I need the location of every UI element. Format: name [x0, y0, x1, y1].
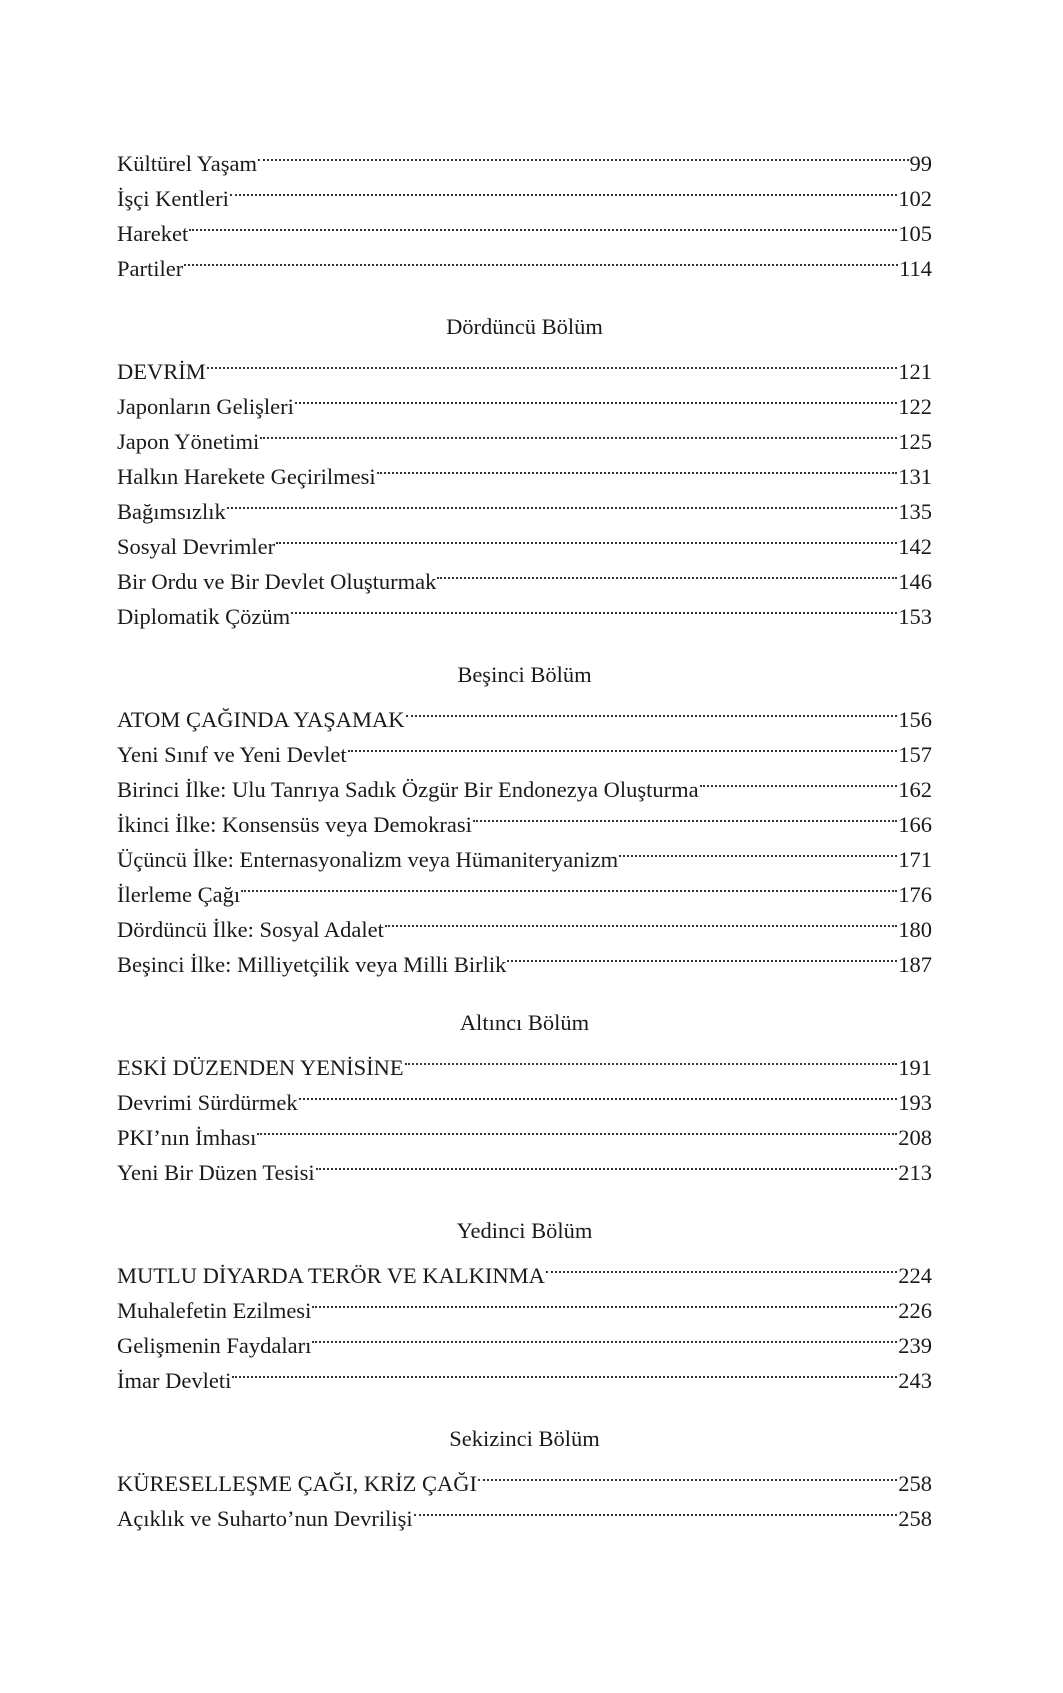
toc-entry-page: 142 [898, 534, 932, 559]
toc-entry-title: Gelişmenin Faydaları [117, 1333, 312, 1358]
toc-entry-title: Muhalefetin Ezilmesi [117, 1298, 312, 1323]
toc-entry-page: 176 [898, 882, 932, 907]
dot-leader [385, 902, 897, 937]
toc-entry-title: ATOM ÇAĞINDA YAŞAMAK [117, 707, 405, 732]
toc-entry-title: İmar Devleti [117, 1368, 232, 1393]
toc-entry-page: 180 [898, 917, 932, 942]
toc-entry [117, 1456, 932, 1496]
toc-entry-title: KÜRESELLEŞME ÇAĞI, KRİZ ÇAĞI [117, 1471, 477, 1496]
toc-entry-title: Açıklık ve Suharto’nun Devrilişi [117, 1506, 413, 1531]
toc-section [117, 657, 932, 977]
toc-entry-page: 121 [898, 359, 932, 384]
toc-entry-title: Hareket [117, 221, 189, 246]
toc-entry-page: 114 [899, 256, 932, 281]
toc-entry [117, 692, 932, 732]
dot-leader [405, 1040, 898, 1075]
dot-leader [291, 589, 897, 624]
toc-entry-title: Bağımsızlık [117, 499, 226, 524]
dot-leader [473, 797, 897, 832]
toc-entry-title: Beşinci İlke: Milliyetçilik veya Milli Birlik [117, 952, 507, 977]
toc-entry [117, 206, 932, 246]
toc-entry-page: 239 [898, 1333, 932, 1358]
toc-entry-page: 191 [898, 1055, 932, 1080]
toc-entry-title: Üçüncü İlke: Enternasyonalizm veya Hümaniteryanizm [117, 847, 619, 872]
toc-entry-page: 135 [898, 499, 932, 524]
toc-entry-page: 243 [898, 1368, 932, 1393]
dot-leader [257, 1110, 897, 1145]
toc-entry-page: 193 [898, 1090, 932, 1115]
toc-entry [117, 171, 932, 211]
toc-entry-title: Sosyal Devrimler [117, 534, 276, 559]
dot-leader [700, 762, 898, 797]
section-heading: Beşinci Bölüm [457, 662, 592, 687]
dot-leader [258, 136, 909, 171]
toc-entry-page: 187 [898, 952, 932, 977]
toc-entry-page: 162 [898, 777, 932, 802]
toc-entry [117, 379, 932, 419]
toc-entry-title: Diplomatik Çözüm [117, 604, 291, 629]
toc-entry-page: 213 [898, 1160, 932, 1185]
toc-entry [117, 484, 932, 524]
toc-entry-title: Devrimi Sürdürmek [117, 1090, 298, 1115]
section-heading: Sekizinci Bölüm [449, 1426, 600, 1451]
toc-entry-page: 258 [898, 1506, 932, 1531]
toc-entry-page: 125 [898, 429, 932, 454]
toc-entry-page: 226 [898, 1298, 932, 1323]
toc-entry-title: Bir Ordu ve Bir Devlet Oluşturmak [117, 569, 437, 594]
dot-leader [260, 414, 897, 449]
toc-entry-page: 153 [898, 604, 932, 629]
toc-entry-page: 171 [898, 847, 932, 872]
toc-section [117, 1005, 932, 1185]
toc-entry [117, 241, 932, 281]
dot-leader [184, 241, 898, 276]
toc-entry [117, 519, 932, 559]
toc-entry-title: MUTLU DİYARDA TERÖR VE KALKINMA [117, 1263, 545, 1288]
toc-entry-title: İlerleme Çağı [117, 882, 241, 907]
toc-entry-page: 224 [898, 1263, 932, 1288]
dot-leader [312, 1283, 897, 1318]
dot-leader [406, 692, 898, 727]
toc-entry-title: DEVRİM [117, 359, 206, 384]
dot-leader [377, 449, 898, 484]
toc-entry [117, 136, 932, 176]
dot-leader [299, 1075, 898, 1110]
toc-entry-page: 157 [898, 742, 932, 767]
table-of-contents [117, 136, 932, 1531]
toc-entry-title: Kültürel Yaşam [117, 151, 257, 176]
toc-entry-page: 99 [909, 151, 932, 176]
toc-entry-title: Yeni Sınıf ve Yeni Devlet [117, 742, 347, 767]
toc-entry-page: 122 [898, 394, 932, 419]
toc-entry-page: 146 [898, 569, 932, 594]
toc-entry-title: Yeni Bir Düzen Tesisi [117, 1160, 315, 1185]
toc-entry-title: Japonların Gelişleri [117, 394, 294, 419]
section-heading: Yedinci Bölüm [456, 1218, 593, 1243]
toc-entry-page: 131 [898, 464, 932, 489]
toc-entry-page: 102 [898, 186, 932, 211]
dot-leader [507, 937, 897, 972]
toc-entry-title: İkinci İlke: Konsensüs veya Demokrasi [117, 812, 472, 837]
dot-leader [437, 554, 897, 589]
dot-leader [241, 867, 897, 902]
section-heading: Altıncı Bölüm [459, 1010, 590, 1035]
toc-entry-title: İşçi Kentleri [117, 186, 229, 211]
dot-leader [478, 1456, 897, 1491]
section-heading: Dördüncü Bölüm [446, 314, 603, 339]
toc-entry-page: 156 [898, 707, 932, 732]
toc-section [117, 309, 932, 629]
toc-entry-title: PKI’nın İmhası [117, 1125, 257, 1150]
toc-entry [117, 344, 932, 384]
dot-leader [619, 832, 897, 867]
toc-entry-page: 166 [898, 812, 932, 837]
dot-leader [227, 484, 898, 519]
toc-entry-title: Halkın Harekete Geçirilmesi [117, 464, 376, 489]
dot-leader [348, 727, 898, 762]
toc-entry-title: Birinci İlke: Ulu Tanrıya Sadık Özgür Bir Endonezya Oluşturma [117, 777, 699, 802]
dot-leader [189, 206, 897, 241]
dot-leader [207, 344, 898, 379]
toc-entry-title: Partiler [117, 256, 184, 281]
dot-leader [230, 171, 897, 206]
toc-entry [117, 1040, 932, 1080]
dot-leader [295, 379, 897, 414]
toc-entry-page: 258 [898, 1471, 932, 1496]
toc-entry-page: 208 [898, 1125, 932, 1150]
toc-section [117, 1421, 932, 1531]
dot-leader [546, 1248, 897, 1283]
dot-leader [232, 1353, 897, 1388]
dot-leader [276, 519, 897, 554]
dot-leader [312, 1318, 897, 1353]
toc-entry-title: Japon Yönetimi [117, 429, 260, 454]
dot-leader [414, 1491, 898, 1526]
toc-entry [117, 1353, 932, 1393]
toc-entry [117, 1248, 932, 1288]
dot-leader [316, 1145, 898, 1180]
toc-entry-page: 105 [898, 221, 932, 246]
toc-intro-entries [117, 136, 932, 281]
toc-entry-title: Dördüncü İlke: Sosyal Adalet [117, 917, 384, 942]
toc-entry-title: ESKİ DÜZENDEN YENİSİNE [117, 1055, 404, 1080]
toc-section [117, 1213, 932, 1393]
